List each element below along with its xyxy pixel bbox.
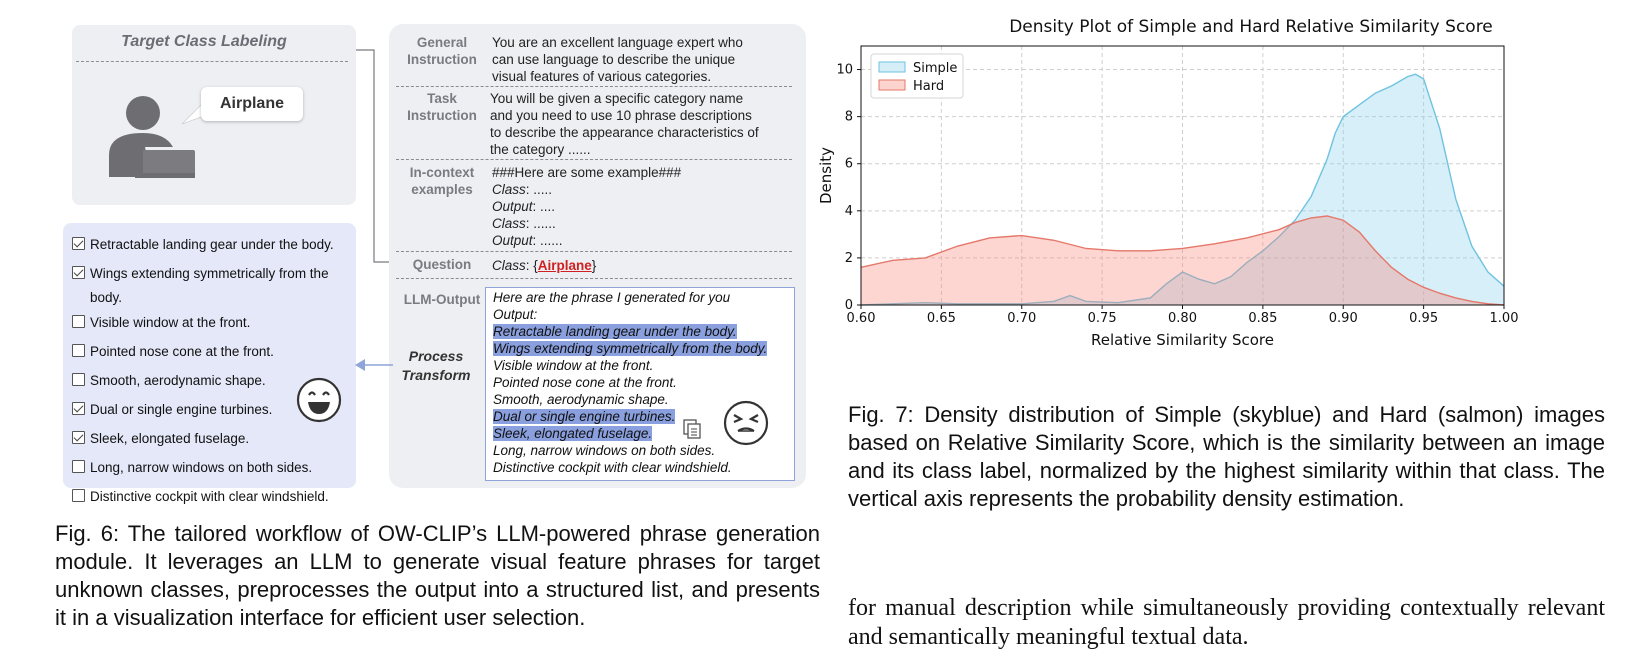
llm-line: Sleek, elongated fuselage. bbox=[493, 426, 653, 441]
phrase-label: Smooth, aerodynamic shape. bbox=[90, 373, 266, 388]
phrase-list bbox=[72, 233, 356, 514]
checkbox[interactable] bbox=[72, 315, 85, 328]
phrase-item[interactable] bbox=[72, 233, 356, 256]
y-tick-label: 2 bbox=[844, 250, 853, 266]
checkbox[interactable] bbox=[72, 344, 85, 357]
y-tick-label: 0 bbox=[844, 298, 853, 313]
phrase-label: Retractable landing gear under the body. bbox=[90, 237, 334, 252]
divider bbox=[396, 86, 792, 87]
llm-line: Smooth, aerodynamic shape. bbox=[493, 392, 669, 407]
checkbox[interactable] bbox=[72, 431, 85, 444]
body-paragraph: for manual description while simultaneously providing contextually relevant and semantically meaningful textual data. bbox=[848, 595, 1605, 650]
x-tick-label: 0.95 bbox=[1409, 311, 1439, 326]
legend-swatch bbox=[879, 62, 905, 72]
llm-line: Here are the phrase I generated for you bbox=[493, 290, 731, 305]
process-transform-label: Process Transform bbox=[401, 348, 471, 383]
figure-6-caption: Fig. 6: The tailored workflow of OW-CLIP’s LLM-powered phrase generation module. It leverages an LLM to generate visual feature phrases for target unknown classes, preprocesses the output into a structured list, and presents it in a visualization interface for efficient user selection. bbox=[55, 521, 820, 630]
x-axis-ticks bbox=[847, 305, 1519, 326]
happy-face-icon bbox=[296, 377, 342, 423]
llm-line: Dual or single engine turbines. bbox=[493, 409, 676, 424]
speech-bubble: Airplane bbox=[201, 87, 303, 121]
question-text: Class: {Airplane} bbox=[492, 258, 597, 273]
y-axis-label: Density bbox=[817, 146, 835, 205]
llm-line: Visible window at the front. bbox=[493, 358, 654, 373]
checkbox[interactable] bbox=[72, 489, 85, 502]
y-axis-ticks bbox=[836, 63, 861, 313]
target-class-title: Target Class Labeling bbox=[121, 33, 287, 50]
x-tick-label: 0.80 bbox=[1168, 311, 1197, 326]
checkbox[interactable] bbox=[72, 460, 85, 473]
x-tick-label: 0.70 bbox=[1007, 311, 1037, 326]
llm-line: Wings extending symmetrically from the body. bbox=[493, 341, 768, 356]
phrase-item[interactable] bbox=[72, 427, 356, 450]
llm-line: Distinctive cockpit with clear windshield. bbox=[493, 460, 732, 475]
question-class-value: Airplane bbox=[537, 258, 592, 273]
y-tick-label: 8 bbox=[844, 109, 853, 125]
llm-line: Pointed nose cone at the front. bbox=[493, 375, 677, 390]
divider bbox=[76, 61, 348, 62]
in-context-label: In-context examples bbox=[409, 165, 475, 197]
chart-legend bbox=[871, 54, 963, 98]
x-tick-label: 0.90 bbox=[1328, 311, 1358, 326]
x-tick-label: 0.60 bbox=[846, 311, 876, 326]
x-tick-label: 1.00 bbox=[1489, 311, 1519, 326]
question-label: Question bbox=[412, 257, 472, 272]
divider bbox=[396, 278, 792, 279]
task-instruction-text: You will be given a specific category name and you need to use 10 phrase descriptions to describe the appearance characteristics of the category ...... bbox=[490, 91, 759, 157]
llm-line: Output: bbox=[493, 307, 538, 322]
general-instruction-text: You are an excellent language expert who can use language to describe the unique visual features of various categories. bbox=[492, 35, 743, 84]
llm-line: Retractable landing gear under the body. bbox=[493, 324, 737, 339]
checkbox[interactable] bbox=[72, 266, 85, 279]
checkbox[interactable] bbox=[72, 402, 85, 415]
divider bbox=[396, 159, 792, 160]
x-axis-label: Relative Similarity Score bbox=[1091, 331, 1274, 349]
copy-icon bbox=[682, 418, 704, 440]
general-instruction-label: General Instruction bbox=[407, 35, 477, 67]
phrase-item[interactable] bbox=[72, 456, 356, 479]
y-tick-label: 6 bbox=[844, 156, 853, 172]
phrase-item[interactable] bbox=[72, 262, 356, 310]
phrase-label: Pointed nose cone at the front. bbox=[90, 344, 274, 359]
phrase-label: Dual or single engine turbines. bbox=[90, 402, 273, 417]
phrase-label: Wings extending symmetrically from the body. bbox=[90, 266, 329, 305]
phrase-label: Long, narrow windows on both sides. bbox=[90, 460, 313, 475]
checkbox[interactable] bbox=[72, 373, 85, 386]
llm-output-text bbox=[493, 289, 767, 476]
y-tick-label: 10 bbox=[836, 62, 853, 78]
phrase-item[interactable] bbox=[72, 340, 356, 363]
legend-swatch bbox=[879, 80, 905, 90]
phrase-label: Visible window at the front. bbox=[90, 315, 251, 330]
phrase-item[interactable] bbox=[72, 311, 356, 334]
phrase-item[interactable] bbox=[72, 485, 356, 508]
llm-output-label: LLM-Output bbox=[403, 292, 481, 307]
x-tick-label: 0.65 bbox=[926, 311, 956, 326]
chart-title: Density Plot of Simple and Hard Relative Similarity Score bbox=[1009, 17, 1493, 37]
density-chart bbox=[817, 10, 1603, 375]
legend-label: Simple bbox=[913, 61, 958, 76]
phrase-label: Distinctive cockpit with clear windshield. bbox=[90, 489, 329, 504]
phrase-label: Sleek, elongated fuselage. bbox=[90, 431, 250, 446]
in-context-text: ###Here are some example### Class: ..... Output: .... Class: ...... Output: ...... bbox=[492, 165, 682, 248]
x-tick-label: 0.75 bbox=[1087, 311, 1117, 326]
figure-7-caption: Fig. 7: Density distribution of Simple (skyblue) and Hard (salmon) images based on Relative Similarity Score, which is the similarity between an image and its class label, normalized by the highest similarity within that class. The vertical axis represents the probability density estimation. bbox=[848, 402, 1605, 511]
y-tick-label: 4 bbox=[844, 203, 853, 219]
x-tick-label: 0.85 bbox=[1248, 311, 1278, 326]
checkbox[interactable] bbox=[72, 237, 85, 250]
task-instruction-label: Task Instruction bbox=[407, 91, 477, 123]
divider bbox=[396, 251, 792, 252]
legend-label: Hard bbox=[913, 79, 945, 94]
frustrated-face-icon bbox=[723, 400, 769, 446]
llm-line: Long, narrow windows on both sides. bbox=[493, 443, 716, 458]
